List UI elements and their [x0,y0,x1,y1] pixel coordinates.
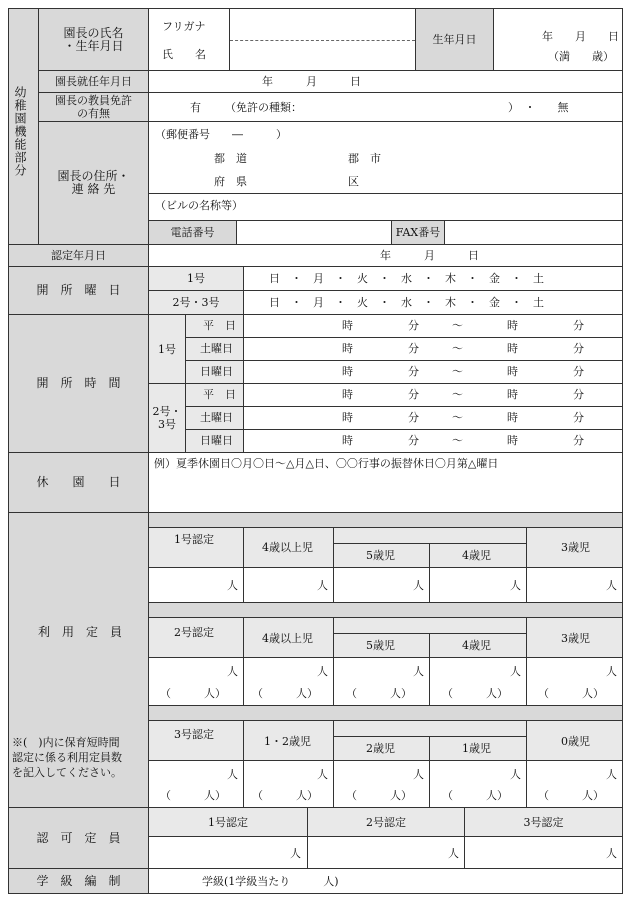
cap-g2-h2-label: 4歳児 [462,639,491,652]
cap-g2-q3: （ 人） [442,687,508,700]
approval-h1-label: 2号認定 [366,815,406,829]
open-days-row2-days: 日 ・ 月 ・ 火 ・ 水 ・ 木 ・ 金 ・ 土 [269,296,544,309]
fax-label-cell [391,220,445,245]
director-name-label-1: 園長の氏名 [63,25,124,40]
license-kind: （免許の種類： [225,101,302,114]
hours-day-6: 日曜日 [200,434,233,447]
approval-h2 [464,807,623,837]
open-hours-group2-cell [148,383,186,453]
license-label-2: の有無 [77,107,110,120]
appoint-label: 園長就任年月日 [55,75,132,88]
cap-g1-p4: 人 [606,579,617,592]
hours-hm-3: 時 分 ～ 時 分 [342,365,584,378]
capacity-note-2: 認定に係る利用定員数 [12,751,122,764]
open-days-label: 開 所 曜 日 [36,283,121,297]
postal: （郵便番号 ― ） [155,128,287,141]
address-label-cell [38,121,149,245]
hours-line-2 [186,360,622,361]
cap-g3-p4: 人 [606,768,617,781]
capacity-note-1: ※( )内に保育短時間 [12,736,120,749]
approval-p1: 人 [448,847,459,860]
cap-g2-q4: （ 人） [538,687,604,700]
cap-g3-h0-label: 1・2歳児 [264,735,311,748]
cap-g3-h0top [333,720,527,737]
cap-g2-q0: （ 人） [160,687,226,700]
approval-h2-label: 3号認定 [523,815,564,829]
hours-hm-5: 時 分 ～ 時 分 [342,411,584,424]
furigana-label: フリガナ [162,20,206,33]
hours-line-4 [186,406,622,407]
fuken: 府 県 [214,175,247,188]
address-label-2: 連 絡 先 [71,182,116,196]
cap-g1-p2: 人 [413,579,424,592]
cap-g3-p3: 人 [510,768,521,781]
cap-g1-title: 1号認定 [174,533,214,546]
license-yes: 有 [190,101,201,114]
cap-g2-h0top [333,617,527,634]
approval-h0-label: 1号認定 [208,815,248,829]
birth-date-label-cell [415,8,494,71]
license-label-1: 園長の教員免許 [55,94,132,107]
gunshi: 郡 市 [348,152,381,165]
hours-day-3: 日曜日 [200,365,233,378]
director-name-label-cell [38,8,149,71]
open-hours-label-cell [8,314,149,453]
cap-g1-h1-label: 5歳児 [366,549,395,562]
cap-g2-q2: （ 人） [346,687,412,700]
open-hours-group1-cell [148,314,186,384]
open-days-row1-name-cell [148,266,244,291]
cap-g3-p0: 人 [227,768,238,781]
license-close: ） ・ 無 [508,101,569,114]
approval-v1[interactable] [307,836,465,869]
hours-hm-6: 時 分 ～ 時 分 [342,434,584,447]
class-label: 学 級 編 制 [36,873,121,888]
cap-g2-h1-label: 5歳児 [366,639,395,652]
cap-g1-h3-label: 3歳児 [561,541,590,554]
hours-line-3 [149,383,622,384]
cap-g1-topband [148,512,623,528]
cert-date-label-cell [8,244,149,267]
cap-g1-p3: 人 [510,579,521,592]
holiday-label: 休 園 日 [36,475,121,489]
phone-input[interactable] [236,220,392,245]
cap-g3-h1-label: 2歳児 [366,742,395,755]
cap-g2-p1: 人 [317,665,328,678]
approval-label: 認 可 定 員 [36,830,121,845]
todo: 都 道 [214,152,247,165]
hours-hm-2: 時 分 ～ 時 分 [342,342,584,355]
cap-g1-h0top [333,527,527,544]
cap-g2-p3: 人 [510,665,521,678]
cap-g1-h2-label: 4歳児 [462,549,491,562]
fax-input[interactable] [444,220,623,245]
hours-hm-1: 時 分 ～ 時 分 [342,319,584,332]
fax-label: FAX番号 [395,226,441,239]
cap-g3-h2-label: 1歳児 [462,742,491,755]
approval-p2: 人 [606,847,617,860]
open-days-row1-name: 1号 [187,272,205,285]
open-hours-group1: 1号 [158,342,176,356]
furigana-name-labels [148,8,230,71]
open-hours-label: 開 所 時 間 [36,376,121,390]
class-label-cell [8,868,149,894]
hours-day-2: 土曜日 [200,342,233,355]
hours-day-4: 平 日 [203,388,236,401]
cap-g2-h0-label: 4歳以上児 [262,632,313,645]
cap-g2-title: 2号認定 [174,626,214,639]
cap-g3-q0: （ 人） [160,789,226,802]
license-label-cell [38,92,149,122]
address-label-1: 園長の住所・ [57,169,130,183]
hours-hm-4: 時 分 ～ 時 分 [342,388,584,401]
holiday-label-cell [8,452,149,513]
open-hours-group2a: 2号・ [152,405,182,418]
open-days-row2-name: 2号・3号 [172,296,220,309]
open-hours-group2b: 3号 [158,418,176,431]
cert-date-value: 年 月 日 [380,249,479,262]
phone-label-cell [148,220,237,245]
ku: 区 [348,175,359,188]
cap-g3-p2: 人 [413,768,424,781]
director-name-label-2: ・生年月日 [63,38,124,53]
cap-g2-q1: （ 人） [252,687,318,700]
cap-g1-p0: 人 [227,579,238,592]
cap-g3-q4: （ 人） [538,789,604,802]
cap-g3-q3: （ 人） [442,789,508,802]
building: （ビルの名称等） [155,199,243,212]
capacity-note-3: を記入してください。 [12,766,122,779]
capacity-label: 利 用 定 員 [38,625,123,639]
name-label: 氏 名 [162,48,206,61]
appoint-label-cell [38,70,149,93]
cap-g3-p1: 人 [317,768,328,781]
appoint-value: 年 月 日 [262,75,361,88]
approval-label-cell [8,807,149,869]
open-days-row2-name-cell [148,290,244,315]
cap-g2-p2: 人 [413,665,424,678]
cap-g2-p4: 人 [606,665,617,678]
appoint-value-cell[interactable] [148,70,623,93]
open-days-row1-days: 日 ・ 月 ・ 火 ・ 水 ・ 木 ・ 金 ・ 土 [269,272,544,285]
cap-g3-q1: （ 人） [252,789,318,802]
cert-date-label: 認定年月日 [51,249,106,262]
birth-date-label: 生年月日 [432,33,477,46]
phone-label: 電話番号 [170,226,215,239]
cap-g3-h3-label: 0歳児 [561,735,590,748]
approval-v0[interactable] [148,836,308,869]
cap-g2-topband [148,602,623,618]
cap-g3-q2: （ 人） [346,789,412,802]
hours-day-1: 平 日 [203,319,236,332]
approval-h0 [148,807,308,837]
age-note: （満 歳） [548,50,614,63]
cap-g1-p1: 人 [317,579,328,592]
birth-ymd: 年 月 日 [542,30,619,43]
hours-line-1 [186,337,622,338]
cap-g3-topband [148,705,623,721]
cap-g1-h0-label: 4歳以上児 [262,541,313,554]
open-days-label-cell [8,266,149,315]
approval-v2[interactable] [464,836,623,869]
hours-day-5: 土曜日 [200,411,233,424]
cap-g3-title: 3号認定 [174,728,214,741]
class-value: 学級(1学級当たり 人) [202,875,339,888]
cap-g2-p0: 人 [227,665,238,678]
approval-p0: 人 [290,847,301,860]
furigana-divider [230,40,415,41]
section-label: 幼稚園機能部分 [13,86,27,177]
hours-line-5 [186,429,622,430]
holiday-example: 例）夏季休園日〇月〇日～△月△日、〇〇行事の振替休日〇月第△曜日 [154,457,499,470]
approval-h1 [307,807,465,837]
cap-g2-h3-label: 3歳児 [561,632,590,645]
address-divider [149,193,622,194]
